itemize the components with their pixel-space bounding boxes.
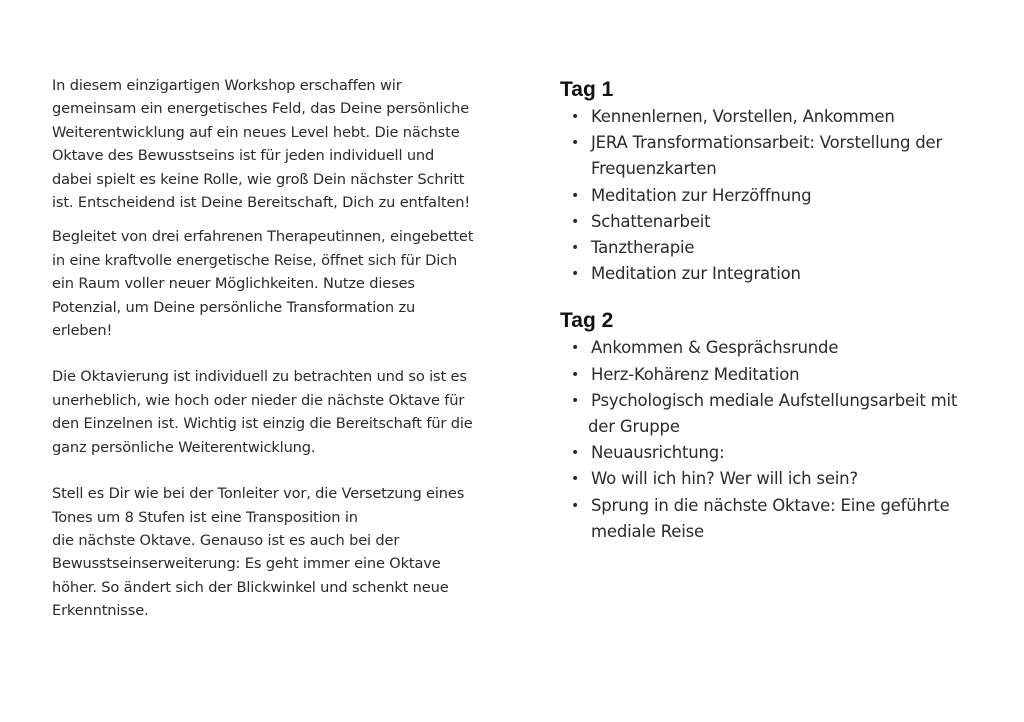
intro-text-column [52, 74, 512, 623]
text-line: gemeinsam ein energetisches Feld, das Deine persönliche [52, 100, 470, 118]
text-line: ganz persönliche Weiterentwicklung. [52, 438, 316, 456]
day-2-section [560, 307, 1000, 545]
list-item [560, 466, 1000, 492]
intro-paragraph-4 [52, 482, 512, 622]
bullet-icon: • [571, 471, 580, 488]
item-text: Kennenlernen, Vorstellen, Ankommen [591, 107, 895, 126]
item-text: Wo will ich hin? Wer will ich sein? [591, 469, 858, 489]
bullet-icon: • [571, 392, 580, 409]
list-item [560, 335, 1000, 361]
bullet-icon: • [571, 340, 580, 357]
item-text: Schattenarbeit [591, 211, 711, 231]
text-line: Erkenntnisse. [52, 602, 149, 620]
item-text: Tanztherapie [591, 238, 695, 258]
day-1-list [560, 104, 1000, 287]
text-line: erleben! [52, 322, 113, 340]
text-line: ist. Entscheidend ist Deine Bereitschaft, Dich zu entfalten! [52, 194, 471, 212]
text-line: Begleitet von drei erfahrenen Therapeutinnen, eingebettet [52, 228, 474, 246]
day-1-title: Tag 1 [560, 78, 614, 101]
list-item [560, 261, 1000, 287]
bullet-icon: • [571, 497, 580, 514]
intro-paragraph-2 [52, 225, 512, 342]
text-line: Tones um 8 Stufen ist eine Transposition in [52, 508, 358, 526]
text-line: In diesem einzigartigen Workshop erschaffen wir [52, 77, 402, 94]
text-line: Potenzial, um Deine persönliche Transformation zu [52, 298, 416, 316]
item-text-continued: der Gruppe [588, 417, 680, 437]
text-line: den Einzelnen ist. Wichtig ist einzig die Bereitschaft für die [52, 415, 473, 433]
item-text: Meditation zur Herzöffnung [591, 185, 812, 205]
day-2-list [560, 335, 1000, 545]
text-line: Stell es Dir wie bei der Tonleiter vor, die Versetzung eines [52, 485, 465, 503]
day-2-title: Tag 2 [560, 309, 614, 333]
list-item [560, 440, 1000, 466]
text-line: Bewusstseinserweiterung: Es geht immer eine Oktave [52, 555, 441, 573]
list-item [560, 493, 1000, 545]
bullet-icon: • [571, 366, 580, 383]
list-item [560, 130, 1000, 182]
item-text-continued: Frequenzkarten [591, 159, 717, 179]
bullet-icon: • [571, 135, 580, 152]
text-line: die nächste Oktave. Genauso ist es auch bei der [52, 531, 400, 549]
bullet-icon: • [571, 187, 580, 204]
text-line: dabei spielt es keine Rolle, wie groß Dein nächster Schritt [52, 170, 465, 188]
bullet-icon: • [571, 445, 580, 462]
list-item [560, 362, 1000, 388]
text-line: Oktave des Bewusstseins ist für jeden individuell und [52, 147, 435, 165]
item-text: Ankommen & Gesprächsrunde [591, 338, 839, 358]
bullet-icon: • [571, 240, 580, 257]
bullet-icon: • [571, 213, 580, 230]
item-text: Psychologisch mediale Aufstellungsarbeit mit [591, 390, 958, 410]
list-item [560, 235, 1000, 261]
text-line: unerheblich, wie hoch oder nieder die nächste Oktave für [52, 391, 465, 409]
item-text: Sprung in die nächste Oktave: Eine geführte [591, 495, 950, 515]
list-item [560, 388, 1000, 440]
item-text: Neuausrichtung: [591, 443, 725, 463]
item-text-continued: mediale Reise [591, 521, 704, 541]
intro-paragraph-3 [52, 365, 512, 459]
item-text: Meditation zur Integration [591, 264, 801, 284]
bullet-icon: • [571, 266, 580, 283]
text-line: höher. So ändert sich der Blickwinkel und schenkt neue [52, 578, 449, 596]
schedule-column [560, 76, 1000, 545]
day-1-section [560, 76, 1000, 287]
bullet-icon: • [571, 109, 580, 125]
list-item [560, 104, 1000, 130]
text-line: in eine kraftvolle energetische Reise, öffnet sich für Dich [52, 251, 458, 269]
intro-paragraph-1 [52, 74, 512, 214]
text-line: Die Oktavierung ist individuell zu betrachten und so ist es [52, 368, 467, 386]
text-line: ein Raum voller neuer Möglichkeiten. Nutze dieses [52, 275, 415, 293]
item-text: Herz-Kohärenz Meditation [591, 364, 800, 384]
list-item [560, 209, 1000, 235]
text-line: Weiterentwicklung auf ein neues Level hebt. Die nächste [52, 123, 460, 141]
list-item [560, 183, 1000, 209]
item-text: JERA Transformationsarbeit: Vorstellung der [591, 133, 943, 153]
